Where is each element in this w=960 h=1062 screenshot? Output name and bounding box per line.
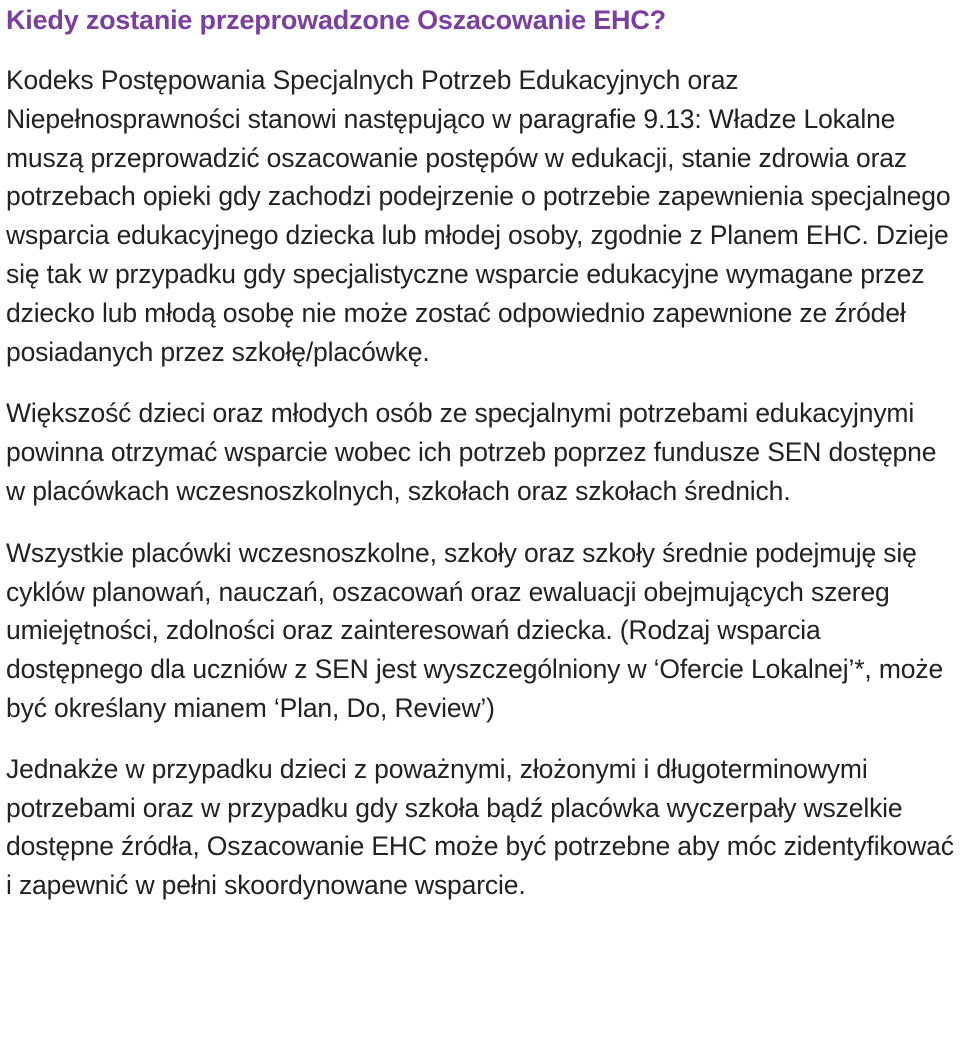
document-page [6,0,954,905]
paragraph-complex-needs: Jednakże w przypadku dzieci z poważnymi, złożonymi i długoterminowymi potrzebami oraz w przypadku gdy szkoła bądź placówka wyczerpały wszelkie dostępne źródła, Oszacowanie EHC może być potrzebne aby móc zidentyfikować i zapewnić w pełni skoordynowane wsparcie. [6,753,954,901]
paragraph-sen-funding: Większość dzieci oraz młodych osób ze specjalnymi potrzebami edukacyjnymi powinna otrzymać wsparcie wobec ich potrzeb poprzez fundusze SEN dostępne w placówkach wczesnoszkolnych, szkołach oraz szkołach średnich. [6,398,937,506]
paragraph-code-of-practice: Kodeks Postępowania Specjalnych Potrzeb Edukacyjnych oraz Niepełnosprawności stanowi następująco w paragrafie 9.13: Władze Lokalne muszą przeprowadzić oszacowanie postępów w edukacji, stanie zdrowia oraz potrzebach opieki gdy zachodzi podejrzenie o potrzebie zapewnienia specjalnego wsparcia edukacyjnego dziecka lub młodej osoby, zgodnie z Planem EHC. Dzieje się tak w przypadku gdy specjalistyczne wsparcie edukacyjne wymagane przez dziecko lub młodą osobę nie może zostać odpowiednio zapewnione ze źródeł posiadanych przez szkołę/placówkę. [6,65,951,367]
document-title: Kiedy zostanie przeprowadzone Oszacowanie EHC? [6,5,666,35]
paragraph-planning-cycle: Wszystkie placówki wczesnoszkolne, szkoły oraz szkoły średnie podejmuję się cyklów planowań, nauczań, oszacowań oraz ewaluacji obejmujących szereg umiejętności, zdolności oraz zainteresowań dziecka. (Rodzaj wsparcia dostępnego dla uczniów z SEN jest wyszczególniony w ‘Ofercie Lokalnej’*, może być określany mianem ‘Plan, Do, Review’) [6,537,944,723]
